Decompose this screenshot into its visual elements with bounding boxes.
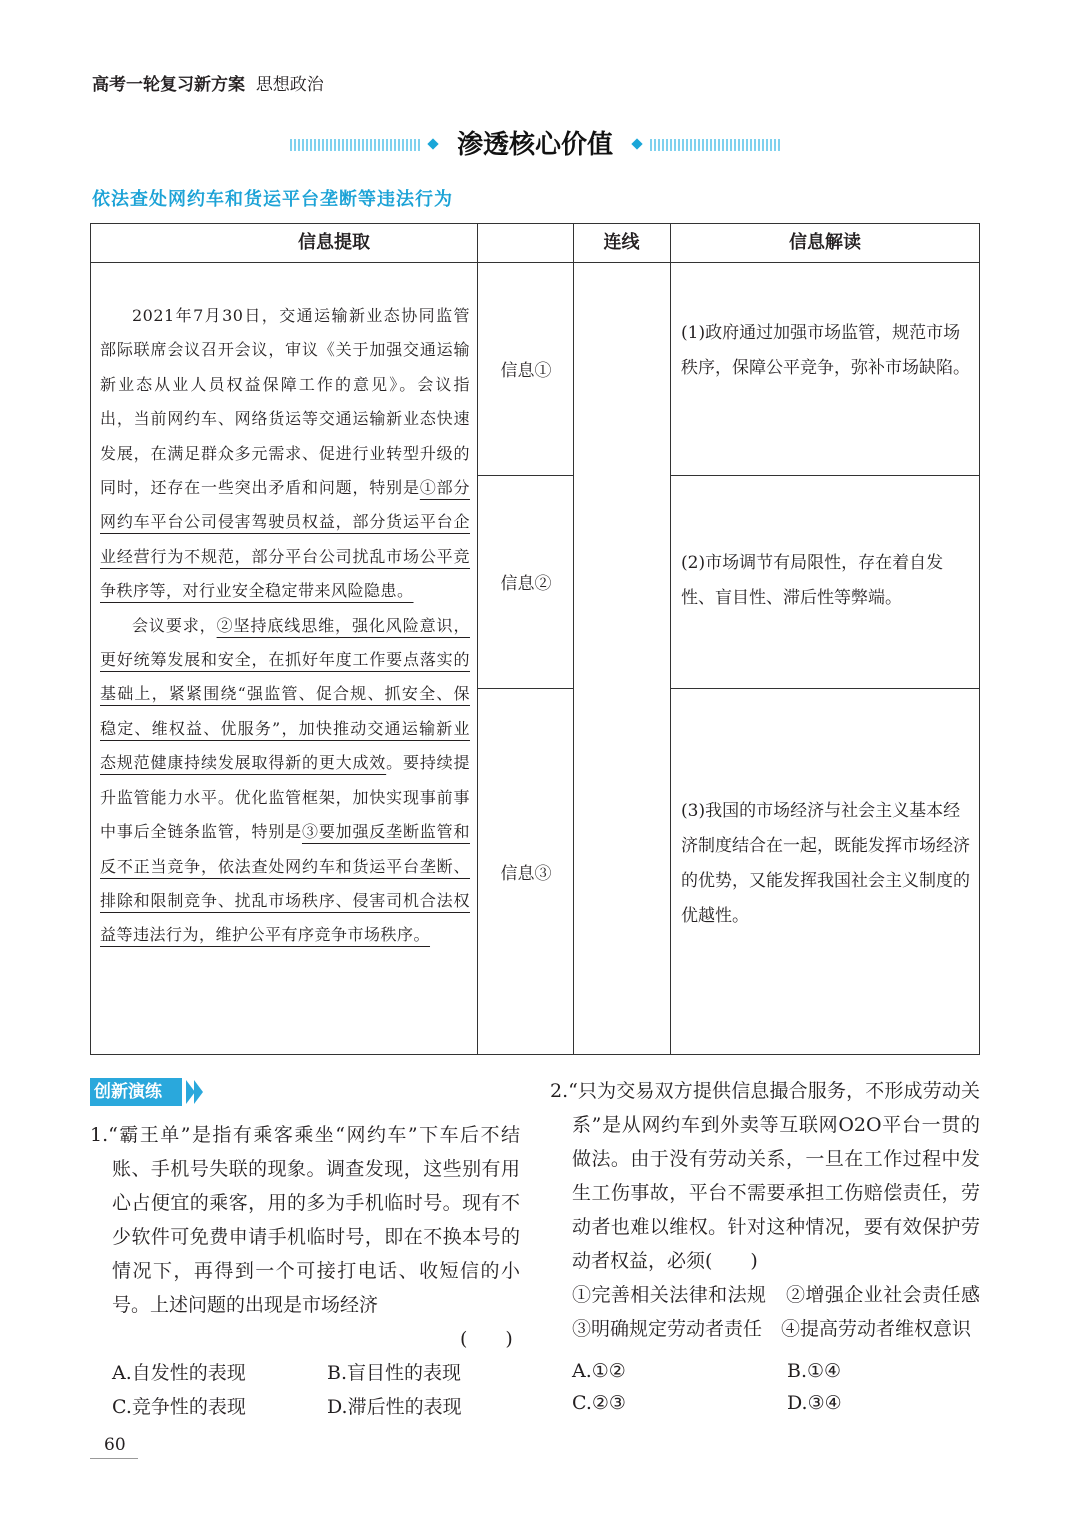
page-number: 60	[104, 1435, 126, 1455]
q2-option-b[interactable]: B.①④	[787, 1360, 842, 1382]
table-divider	[477, 475, 573, 476]
banner-title: 渗透核心价值	[456, 130, 613, 160]
info-table	[90, 223, 980, 1055]
passage-paragraph	[100, 299, 470, 609]
running-header	[92, 70, 324, 95]
table-divider	[477, 224, 478, 1054]
question-2-stem	[550, 1074, 980, 1278]
passage-underlined-1: ①部分网约车平台公司侵害驾驶员权益，部分货运平台企业经营行为不规范，部分平台公司扰乱市场公平竞争秩序等，对行业安全稳定带来风险隐患。	[100, 478, 470, 601]
passage-underlined-2: ②坚持底线思维，强化风险意识，更好统筹发展和安全，在抓好年度工作要点落实的基础上，紧紧围绕“强监管、促合规、抓安全、保稳定、维权益、优服务”，加快推动交通运输新业态规范健康持续发展取得新的更大成效	[100, 615, 470, 773]
page-number-rule	[90, 1458, 138, 1459]
q2-option-c[interactable]: C.②③	[572, 1392, 626, 1414]
banner-stripe-right	[650, 139, 780, 151]
chevron-right-icon	[194, 1080, 203, 1104]
q2-option-a[interactable]: A.①②	[572, 1360, 626, 1382]
question-1-blank: ( )	[460, 1328, 513, 1350]
source-passage	[100, 299, 470, 953]
question-1	[90, 1118, 520, 1322]
q1-option-b[interactable]: B.盲目性的表现	[327, 1362, 462, 1384]
q2-option-d[interactable]: D.③④	[787, 1392, 842, 1414]
practice-badge	[90, 1078, 200, 1106]
header-connect: 连线	[603, 232, 640, 253]
question-2-text: 2.“只为交易双方提供信息撮合服务，不形成劳动关系”是从网约车到外卖等互联网O2O平台一贯的做法。由于没有劳动关系，一旦在工作过程中发生工伤事故，平台不需要承担工伤赔偿责任，劳动者也难以维权。针对这种情况，要有效保护劳动者权益，必须( )	[550, 1080, 980, 1272]
passage-text: 会议要求，	[132, 615, 217, 635]
table-divider	[670, 224, 671, 1054]
badge-label: 创新演练	[94, 1082, 162, 1102]
interpretation-3: (3)我国的市场经济与社会主义基本经济制度结合在一起，既能发挥市场经济的优势，又能发挥我国社会主义制度的优越性。	[681, 801, 970, 926]
info-label-1: 信息①	[500, 361, 552, 381]
section-banner	[290, 125, 780, 165]
table-divider	[670, 688, 979, 689]
table-divider	[477, 688, 573, 689]
subject-title: 思想政治	[255, 75, 324, 95]
question-1-text: 1.“霸王单”是指有乘客乘坐“网约车”下车后不结账、手机号失联的现象。调查发现，这些别有用心占便宜的乘客，用的多为手机临时号。现有不少软件可免费申请手机临时号，即在不换本号的情况下，再得到一个可接打电话、收短信的小号。上述问题的出现是市场经济	[90, 1124, 520, 1316]
header-info-interpret: 信息解读	[789, 232, 861, 253]
q1-option-a[interactable]: A.自发性的表现	[112, 1362, 246, 1384]
section-title: 依法查处网约车和货运平台垄断等违法行为	[92, 189, 453, 210]
question-2	[550, 1074, 1000, 1346]
passage-text: 。要持续提升监管能力水平。优化监管框架，加快实现事前事中事后全链条监管，特别是	[100, 753, 470, 842]
passage-underlined-3: ③要加强反垄断监管和反不正当竞争，依法查处网约车和货运平台垄断、排除和限制竞争、扰乱市场秩序、侵害司机合法权益等违法行为，维护公平有序竞争市场秩序。	[100, 822, 470, 945]
header-info-extract: 信息提取	[298, 232, 370, 253]
table-divider	[670, 475, 979, 476]
q1-option-c[interactable]: C.竞争性的表现	[112, 1396, 246, 1418]
interpretation-2: (2)市场调节有局限性，存在着自发性、盲目性、滞后性等弊端。	[681, 553, 944, 608]
passage-paragraph	[100, 609, 470, 953]
interpretation-1: (1)政府通过加强市场监管，规范市场秩序，保障公平竞争，弥补市场缺陷。	[681, 323, 970, 378]
book-title: 高考一轮复习新方案	[92, 75, 245, 95]
info-label-3: 信息③	[500, 864, 552, 884]
question-2-choices: ①完善相关法律和法规 ②增强企业社会责任感 ③明确规定劳动者责任 ④提高劳动者维权意识	[572, 1284, 1000, 1340]
passage-text: 2021年7月30日，交通运输新业态协同监管部际联席会议召开会议，审议《关于加强交通运输新业态从业人员权益保障工作的意见》。会议指出，当前网约车、网络货运等交通运输新业态快速发展，在满足群众多元需求、促进行业转型升级的同时，还存在一些突出矛盾和问题，特别是	[100, 306, 470, 498]
banner-stripe-left	[290, 139, 420, 151]
table-divider	[573, 224, 574, 1054]
info-label-2: 信息②	[500, 574, 552, 594]
q1-option-d[interactable]: D.滞后性的表现	[327, 1396, 462, 1418]
question-1-stem	[90, 1118, 520, 1322]
table-divider	[91, 262, 979, 263]
